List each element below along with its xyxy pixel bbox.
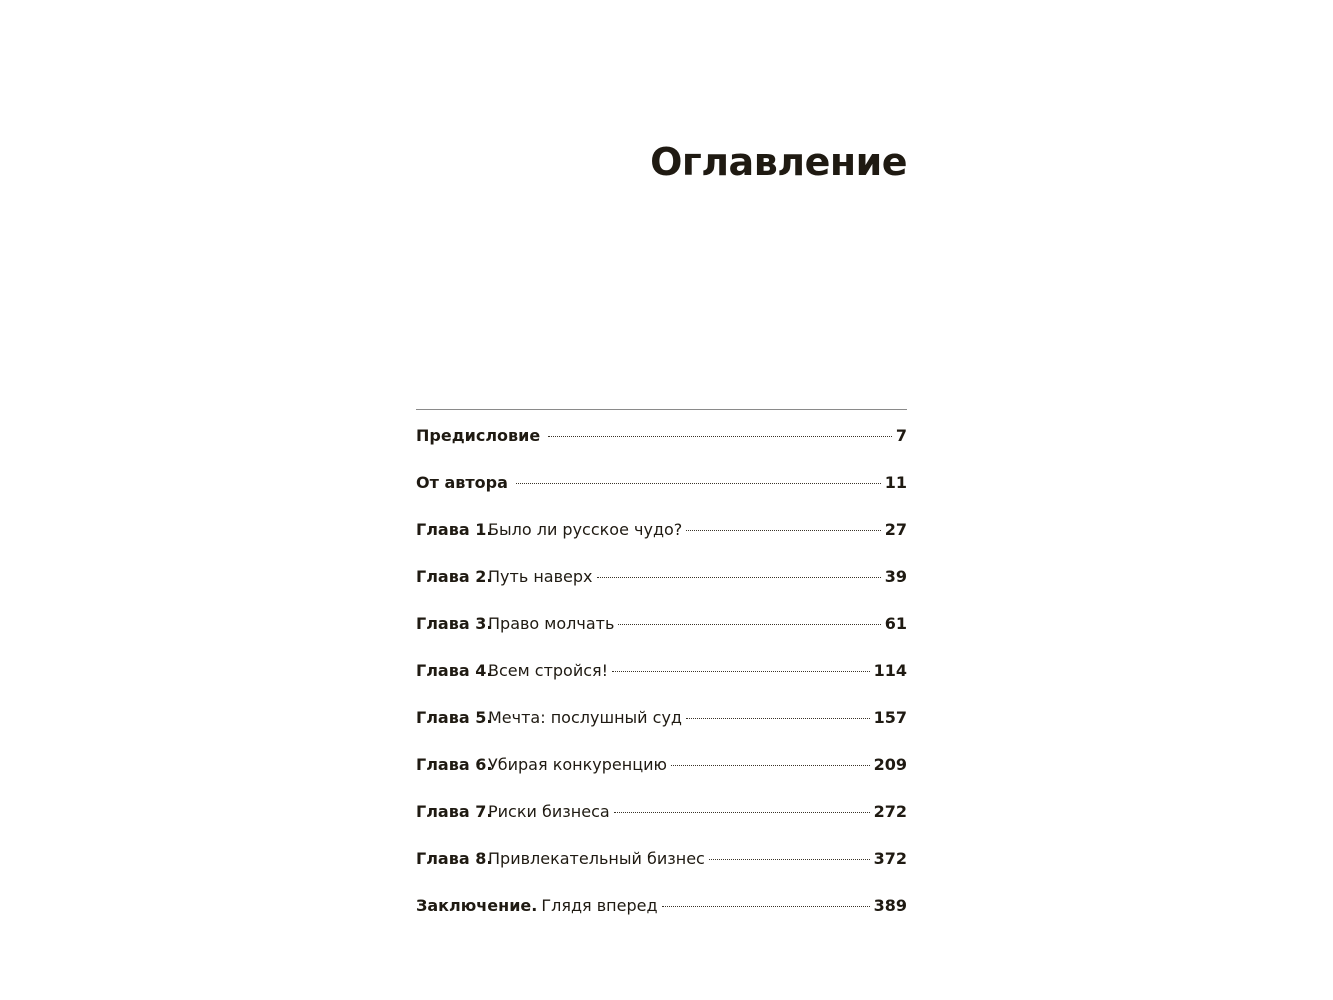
toc-entry-label: Глава 6.: [416, 755, 493, 774]
toc-entry-title: Всем стройся!: [488, 661, 609, 680]
toc-entry-chapter-1[interactable]: [416, 518, 907, 565]
toc-entry-chapter-6[interactable]: [416, 753, 907, 800]
toc-entry-label: Глава 3.: [416, 614, 493, 633]
toc-entry-chapter-2[interactable]: [416, 565, 907, 612]
toc-entry-title: Глядя вперед: [541, 896, 658, 915]
dot-leader: [671, 765, 870, 766]
table-of-contents: [416, 424, 907, 941]
toc-entry-page: 389: [873, 896, 907, 915]
dot-leader: [597, 577, 881, 578]
toc-entry-page: 7: [895, 426, 907, 445]
toc-entry-title: Право молчать: [488, 614, 615, 633]
toc-entry-page: 61: [884, 614, 907, 633]
toc-entry-chapter-8[interactable]: [416, 847, 907, 894]
toc-entry-chapter-7[interactable]: [416, 800, 907, 847]
toc-entry-title: Убирая конкуренцию: [488, 755, 667, 774]
toc-entry-title: Привлекательный бизнес: [488, 849, 705, 868]
toc-entry-title: Было ли русское чудо?: [488, 520, 683, 539]
toc-entry-label: Глава 2.: [416, 567, 493, 586]
toc-entry-page: 157: [873, 708, 907, 727]
toc-entry-label: От автора: [416, 473, 508, 492]
page-title: Оглавление: [650, 140, 907, 184]
toc-entry-label: Заключение.: [416, 896, 538, 915]
toc-entry-label: Глава 4.: [416, 661, 493, 680]
toc-entry-title: Путь наверх: [488, 567, 593, 586]
dot-leader: [612, 671, 870, 672]
toc-entry-from-author[interactable]: [416, 471, 907, 518]
toc-entry-label: Глава 5.: [416, 708, 493, 727]
toc-entry-page: 27: [884, 520, 907, 539]
toc-entry-conclusion[interactable]: [416, 894, 907, 941]
toc-entry-page: 272: [873, 802, 907, 821]
dot-leader: [709, 859, 870, 860]
toc-entry-label: Предисловие: [416, 426, 541, 445]
dot-leader: [686, 530, 880, 531]
toc-entry-preface[interactable]: [416, 424, 907, 471]
divider-rule: [416, 409, 907, 410]
toc-entry-page: 372: [873, 849, 907, 868]
toc-entry-page: 209: [873, 755, 907, 774]
dot-leader: [548, 436, 892, 437]
dot-leader: [516, 483, 881, 484]
dot-leader: [686, 718, 870, 719]
toc-entry-title: Мечта: послушный суд: [488, 708, 682, 727]
toc-entry-chapter-5[interactable]: [416, 706, 907, 753]
toc-entry-page: 11: [884, 473, 907, 492]
dot-leader: [614, 812, 870, 813]
dot-leader: [618, 624, 880, 625]
toc-entry-label: Глава 8.: [416, 849, 493, 868]
dot-leader: [662, 906, 870, 907]
toc-entry-label: Глава 7.: [416, 802, 493, 821]
toc-entry-chapter-3[interactable]: [416, 612, 907, 659]
toc-entry-page: 114: [873, 661, 907, 680]
toc-entry-page: 39: [884, 567, 907, 586]
toc-entry-label: Глава 1.: [416, 520, 493, 539]
toc-entry-chapter-4[interactable]: [416, 659, 907, 706]
toc-entry-title: Риски бизнеса: [488, 802, 610, 821]
